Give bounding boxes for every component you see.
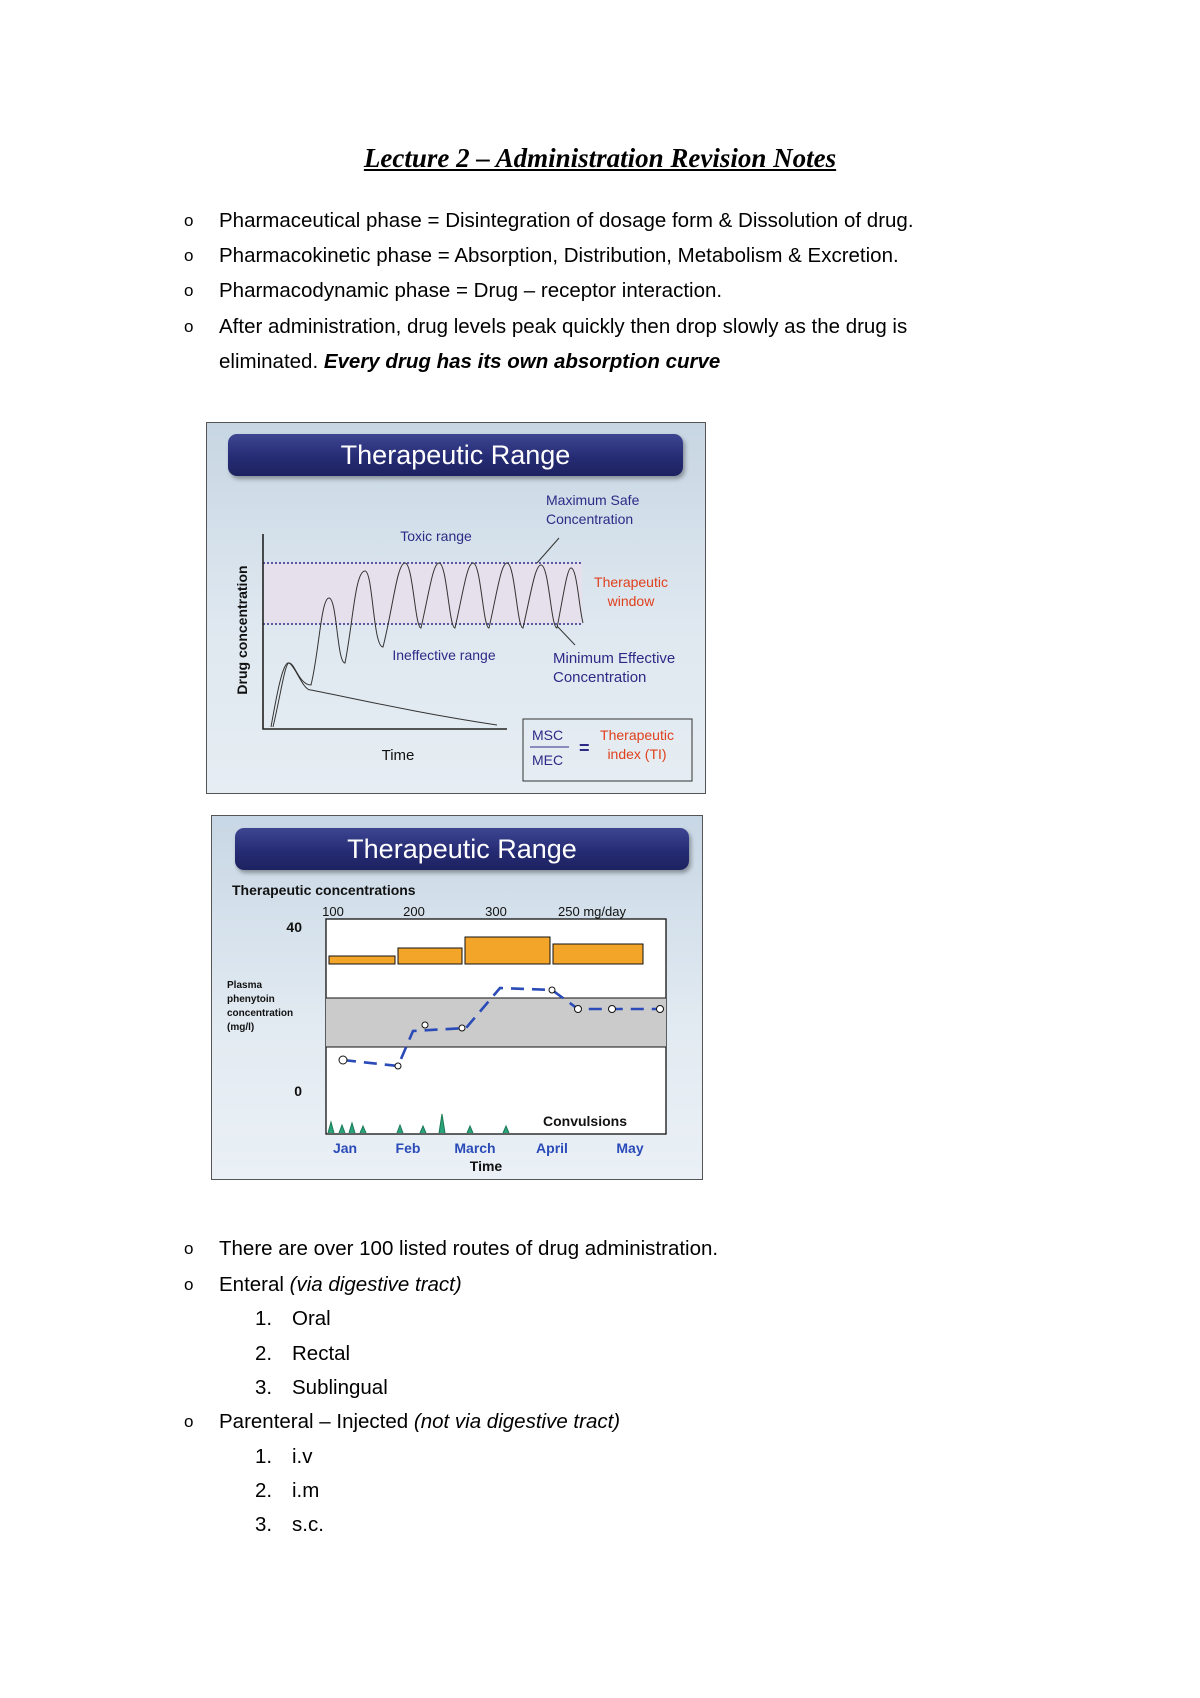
mec-label-line2: Concentration <box>553 669 647 686</box>
bullet-emphasis: Every drug has its own absorption curve <box>323 350 721 373</box>
bullet-marker: o <box>184 281 194 300</box>
bullet-text: Pharmacokinetic phase = Absorption, Distribution, Metabolism & Excretion. <box>219 244 899 267</box>
bullet-marker: o <box>184 1275 194 1294</box>
bullet-plain-text: eliminated. <box>219 350 319 373</box>
bullet-text: Parenteral – Injected <box>219 1410 409 1433</box>
list-number: 1. <box>255 1445 273 1468</box>
bullet-marker: o <box>184 246 194 265</box>
bullet-text: Pharmaceutical phase = Disintegration of dosage form & Dissolution of drug. <box>219 209 914 232</box>
therapeutic-band <box>326 998 666 1047</box>
y-label-line1: Plasma <box>227 980 263 991</box>
dose-label-4: 250 mg/day <box>558 904 626 919</box>
list-item-sc <box>255 1508 324 1542</box>
therapeutic-range-diagram <box>207 423 705 793</box>
x-axis-label: Time <box>381 747 415 764</box>
msc-pointer <box>537 538 559 563</box>
data-point <box>657 1006 664 1013</box>
data-point <box>575 1006 582 1013</box>
therapeutic-range-slide-1 <box>206 422 706 794</box>
bullet-marker: o <box>184 317 194 336</box>
bullet-marker: o <box>184 1239 194 1258</box>
list-item-oral <box>255 1302 331 1336</box>
dose-label-3: 300 <box>485 904 507 919</box>
list-text: Sublingual <box>292 1376 388 1399</box>
month-march: March <box>454 1140 496 1156</box>
formula-denominator: MEC <box>532 752 564 768</box>
data-point <box>395 1063 401 1069</box>
phenytoin-chart <box>212 816 702 1179</box>
single-dose-curve <box>271 663 497 727</box>
mec-label-line1: Minimum Effective <box>553 650 676 667</box>
month-april: April <box>536 1140 568 1156</box>
bullet-text-continued <box>219 345 720 379</box>
bullet-marker: o <box>184 211 194 230</box>
y-label-line2: phenytoin <box>227 994 275 1005</box>
therapeutic-range-slide-2 <box>211 815 703 1180</box>
list-number: 1. <box>255 1307 273 1330</box>
convulsions-label: Convulsions <box>542 1113 628 1129</box>
ineffective-range-label: Ineffective range <box>392 647 496 663</box>
dose-bar-300 <box>465 937 550 964</box>
list-text: i.m <box>292 1479 320 1502</box>
y-tick-zero: 0 <box>294 1083 302 1099</box>
list-text: Rectal <box>292 1342 351 1365</box>
y-label-line4: (mg/l) <box>227 1022 255 1033</box>
data-point <box>339 1056 347 1064</box>
dose-bar-200 <box>398 948 462 964</box>
y-axis-label: Drug concentration <box>234 565 250 695</box>
list-item-im <box>255 1474 319 1508</box>
bullet-text-line <box>219 1405 620 1439</box>
slide-banner: Therapeutic Range <box>235 828 689 870</box>
dose-label-1: 100 <box>322 904 344 919</box>
list-text: i.v <box>292 1445 313 1468</box>
list-item-sublingual <box>255 1371 388 1405</box>
bullet-text: Enteral <box>219 1273 284 1296</box>
mec-pointer <box>557 626 575 645</box>
y-tick-top: 40 <box>286 919 302 935</box>
data-point <box>609 1006 616 1013</box>
toxic-range-label: Toxic range <box>400 528 472 544</box>
bullet-text: There are over 100 listed routes of drug administration. <box>219 1237 719 1260</box>
formula-equals: = <box>579 738 590 758</box>
msc-label-line1: Maximum Safe <box>546 492 640 508</box>
data-point <box>549 987 555 993</box>
month-feb: Feb <box>395 1140 421 1156</box>
therapeutic-window-line1: Therapeutic <box>594 574 668 590</box>
list-number: 2. <box>255 1479 273 1502</box>
therapeutic-window-line2: window <box>607 593 655 609</box>
data-point <box>459 1025 465 1031</box>
bullet-text-line <box>219 1268 462 1302</box>
month-may: May <box>616 1140 644 1156</box>
list-number: 2. <box>255 1342 273 1365</box>
x-axis-label: Time <box>469 1158 503 1174</box>
bullet-text: After administration, drug levels peak quickly then drop slowly as the drug is <box>219 315 908 338</box>
y-label-line3: concentration <box>227 1008 294 1019</box>
ti-label-line1: Therapeutic <box>600 727 674 743</box>
month-jan: Jan <box>332 1140 358 1156</box>
dose-bar-250 <box>553 944 643 964</box>
bullet-emphasis: (via digestive tract) <box>289 1273 462 1296</box>
msc-label-line2: Concentration <box>546 511 634 527</box>
bullet-marker: o <box>184 1412 194 1431</box>
list-number: 3. <box>255 1376 273 1399</box>
data-point <box>422 1022 428 1028</box>
list-item-rectal <box>255 1337 350 1371</box>
slide-banner: Therapeutic Range <box>228 434 683 476</box>
chart-header: Therapeutic concentrations <box>232 882 416 898</box>
dose-label-2: 200 <box>403 904 425 919</box>
bullet-emphasis: (not via digestive tract) <box>413 1410 621 1433</box>
list-text: s.c. <box>292 1513 324 1536</box>
ti-label-line2: index (TI) <box>607 746 667 762</box>
list-text: Oral <box>292 1307 331 1330</box>
list-item-iv <box>255 1440 313 1474</box>
formula-numerator: MSC <box>532 727 564 743</box>
dose-bar-100 <box>329 956 395 964</box>
page-title: Lecture 2 – Administration Revision Notes <box>363 143 837 173</box>
bullet-text: Pharmacodynamic phase = Drug – receptor interaction. <box>219 279 723 302</box>
therapeutic-window-band <box>263 563 582 624</box>
list-number: 3. <box>255 1513 273 1536</box>
